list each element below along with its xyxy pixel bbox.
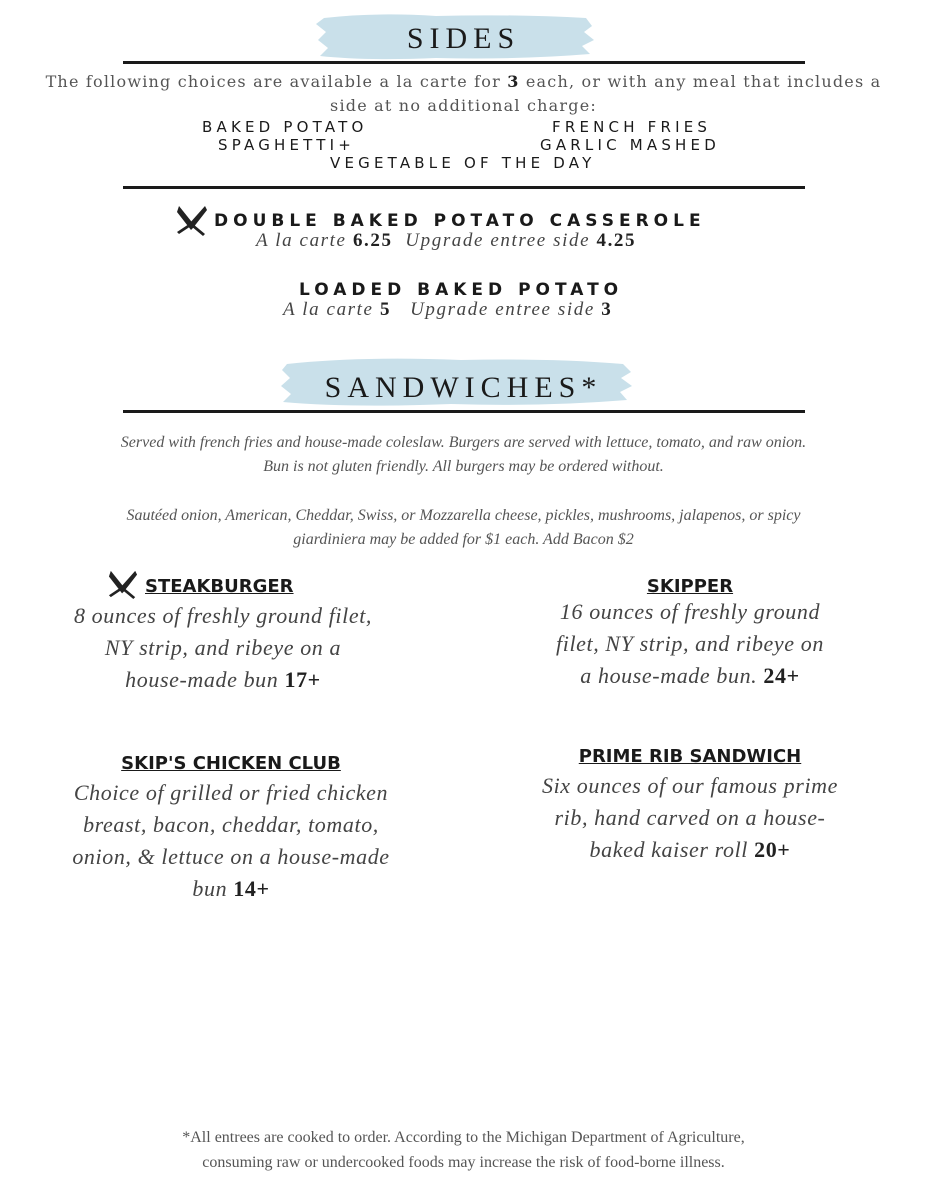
desc-line	[509, 660, 871, 692]
desc-line: NY strip, and ribeye on a	[104, 635, 342, 660]
side-choice-vegetable: VEGETABLE OF THE DAY	[330, 154, 596, 172]
item-desc-chicken-club	[50, 777, 412, 905]
item-price: 24+	[763, 663, 800, 688]
footer-line: *All entrees are cooked to order. According to the Michigan Department of Agriculture,	[182, 1129, 745, 1146]
sides-intro-text-a: The following choices are available a la carte for	[45, 72, 508, 91]
special-loaded-prices	[283, 299, 612, 321]
item-price: 14+	[233, 876, 270, 901]
a-la-carte-price: 6.25	[352, 230, 393, 251]
note-line: Bun is not gluten friendly. All burgers may be ordered without.	[263, 458, 664, 475]
footer-line: consuming raw or undercooked foods may increase the risk of food-borne illness.	[202, 1154, 725, 1171]
item-desc-prime-rib	[509, 770, 871, 866]
item-title-chicken-club: SKIP'S CHICKEN CLUB	[121, 753, 341, 774]
sandwiches-note-served	[40, 431, 887, 479]
sides-intro-price: 3	[507, 72, 520, 91]
desc-line: 8 ounces of freshly ground filet,	[73, 603, 373, 628]
desc-text: bun	[192, 876, 234, 901]
item-price: 17+	[284, 667, 321, 692]
side-choice-garlic-mashed: GARLIC MASHED	[540, 136, 720, 154]
item-title-skipper: SKIPPER	[646, 576, 734, 597]
desc-line	[40, 664, 406, 696]
item-price: 20+	[754, 837, 791, 862]
item-title-prime-rib: PRIME RIB SANDWICH	[578, 746, 802, 767]
desc-text: a house-made bun.	[580, 663, 764, 688]
sides-rule-bottom	[123, 186, 805, 189]
item-desc-steakburger	[40, 600, 406, 696]
desc-line: breast, bacon, cheddar, tomato,	[83, 812, 379, 837]
upgrade-label: Upgrade entree side	[410, 299, 602, 320]
desc-line: Six ounces of our famous prime	[541, 773, 839, 798]
sandwiches-rule	[123, 410, 805, 413]
desc-line: onion, & lettuce on a house-made	[72, 844, 390, 869]
upgrade-price: 3	[601, 299, 613, 320]
desc-line	[509, 834, 871, 866]
sides-rule-top	[123, 61, 805, 64]
sandwiches-heading: SANDWICHES*	[324, 371, 603, 404]
a-la-carte-price: 5	[379, 299, 392, 320]
knife-fork-icon	[106, 569, 140, 599]
desc-line: filet, NY strip, and ribeye on	[556, 631, 824, 656]
desc-line: 16 ounces of freshly ground	[559, 599, 821, 624]
upgrade-label: Upgrade entree side	[405, 230, 597, 251]
note-line: Sautéed onion, American, Cheddar, Swiss, or Mozzarella cheese, pickles, mushrooms, jalapenos, or spicy	[126, 507, 801, 524]
side-choice-baked-potato: BAKED POTATO	[202, 118, 368, 136]
footer-disclaimer	[100, 1125, 827, 1175]
special-loaded-title: LOADED BAKED POTATO	[299, 280, 624, 300]
special-double-baked-prices	[256, 230, 636, 252]
sides-intro	[30, 70, 897, 118]
a-la-carte-label: A la carte	[283, 299, 380, 320]
knife-fork-icon	[175, 204, 209, 236]
sides-heading: SIDES	[406, 22, 521, 55]
sandwiches-note-addons	[40, 504, 887, 552]
desc-line: Choice of grilled or fried chicken	[73, 780, 389, 805]
item-desc-skipper	[509, 596, 871, 692]
desc-text: house-made bun	[125, 667, 285, 692]
note-line: Served with french fries and house-made coleslaw. Burgers are served with lettuce, tomato, and raw onion.	[120, 434, 807, 451]
sides-intro-text-b: each, or with any meal that includes a side at no additional charge:	[330, 72, 882, 115]
item-title-steakburger: STEAKBURGER	[145, 576, 294, 597]
side-choice-spaghetti: SPAGHETTI+	[218, 136, 356, 154]
side-choice-french-fries: FRENCH FRIES	[552, 118, 712, 136]
desc-text: baked kaiser roll	[589, 837, 755, 862]
special-double-baked-title: DOUBLE BAKED POTATO CASSEROLE	[214, 211, 706, 231]
upgrade-price: 4.25	[596, 230, 637, 251]
note-line: giardiniera may be added for $1 each. Add Bacon $2	[293, 531, 634, 548]
a-la-carte-label: A la carte	[256, 230, 353, 251]
desc-line: rib, hand carved on a house-	[554, 805, 826, 830]
desc-line	[50, 873, 412, 905]
